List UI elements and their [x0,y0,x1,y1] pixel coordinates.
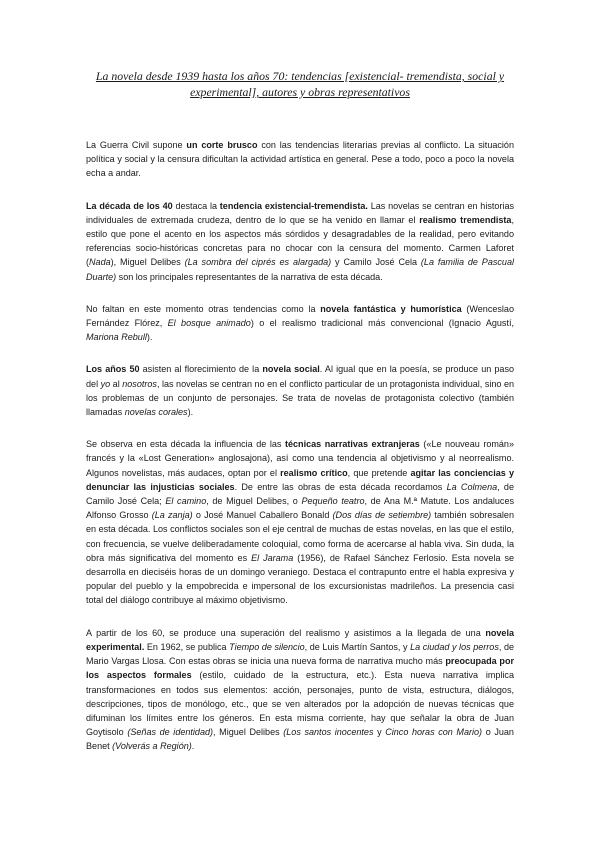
italic-text: (La zanja) [151,510,193,521]
italic-text: Tiempo de silencio [229,641,305,652]
text-run: No faltan en este momento otras tendencias como la [86,303,321,314]
paragraph-decade-60s [86,626,514,754]
text-run: destaca la [172,200,220,211]
text-run: En 1962, se publica [144,641,230,652]
text-run: , de Luis Martín Santos, y [304,641,411,652]
italic-text: La ciudad y los perros [410,641,499,652]
text-run: ). [146,332,153,343]
document-page [86,68,514,772]
text-run: (1956), de Rafael Sánchez Ferlosio. Esta novela se desarrolla en dieciséis horas de un domingo veraniego. Destaca el contrapunto entre el habla expresiva y popular del pueblo y la empobrecida e impersonal de los excursionistas madrileños. La presencia casi total del diálogo contribuye al máximo objetivismo. [86,552,514,606]
text-run: ), Miguel Delibes [110,257,185,268]
text-run: («Le nouveau román» francés y la «Lost Generation» anglosajona), así como una tendencia al objetivismo y al neorrealismo. Algunos novelistas, más audaces, optan por el [86,439,514,478]
bold-text: novela experimental. [86,627,514,652]
text-run: y Camilo José Cela [331,257,421,268]
text-run: y [373,727,386,738]
text-run: asisten al florecimiento de la [139,364,263,375]
text-run: al [110,378,123,389]
text-run: . Al igual que en la poesía, se produce un paso del [86,364,514,389]
bold-text: preocupada por los aspectos formales [86,656,514,681]
italic-text: Mariona Rebull [86,332,147,343]
paragraph-decade-40s [86,199,514,284]
bold-text: La década de los 40 [86,200,173,211]
text-run: , estilo que pone el acento en los aspectos más sórdidos y desagradables de la realidad, pero evitando referencias socio-históricas concretas para no chocar con la censura del momento. Carmen Laforet ( [86,214,514,268]
italic-text: El camino [165,496,207,507]
bold-text: agitar las conciencias y denunciar las injusticias sociales [86,467,514,492]
text-run: . [191,741,195,752]
italic-text: El bosque animado [167,318,251,329]
document-title: La novela desde 1939 hasta los años 70: tendencias [existencial- tremendista, social y experimental], autores y obras representativos [95,69,505,99]
bold-text: realismo crítico [280,467,348,478]
text-run: o José Manuel Caballero Bonald [192,510,333,521]
italic-text: (Señas de identidad) [127,727,214,738]
italic-text: Nada [89,257,111,268]
text-run: Las novelas se centran en historias individuales de extremada crudeza, dentro de lo que se ha venido en llamar el [86,200,514,225]
bold-text: realismo tremendista [419,214,512,225]
italic-text: (La sombra del ciprés es alargada) [184,257,332,268]
paragraph-civil-war [86,138,514,181]
italic-text: La Colmena [446,481,498,492]
bold-text: un corte brusco [186,140,258,150]
text-run: (estilo, cuidado de la estructura, etc.). Esta nueva narrativa implica transformaciones en todos sus elementos: acción, personajes, punto de vista, estructura, diálogos, descripciones, tipos de monólogo, etc., que se ven alterados por la adopción de nuevas técnicas que difuminan los límites entre los géneros. En esta misma corriente, hay que señalar la obra de Juan Goytisolo [86,670,514,738]
text-run: A partir de los 60, se produce una superación del realismo y asistimos a la llegada de una [86,627,486,638]
text-run: , que pretende [347,467,411,478]
paragraph-foreign-techniques [86,437,514,607]
text-run: , de Miguel Delibes, o [206,496,302,507]
italic-text: novelas corales [124,407,188,418]
italic-text: Cinco horas con Mario) [385,727,483,738]
text-run: (Wenceslao Fernández Flórez, [86,303,514,329]
bold-text: Los años 50 [86,364,140,375]
paragraph-other-tendencies [86,302,514,345]
text-run: , de Ana M.ª Matute. Los andaluces Alfonso Grosso [86,496,514,521]
text-run: Se observa en esta década la influencia de las [86,439,285,450]
bold-text: novela social [262,364,320,375]
text-run: con las tendencias literarias previas al conflicto. La situación política y social y la censura dificultan la actividad artística en general. Pese a todo, poco a poco la novela echa a andar. [86,140,514,179]
text-run: ) o el realismo tradicional más convencional (Ignacio Agustí, [250,318,514,329]
italic-text: Pequeño teatro [301,496,365,507]
italic-text: nosotros [122,378,157,389]
text-run: . De entre las obras de esta década recordamos [234,481,447,492]
italic-text: yo [100,378,111,389]
bold-text: técnicas narrativas extranjeras [284,439,420,450]
italic-text: (La familia de Pascual Duarte) [86,257,514,282]
text-run: también sobresalen en esta década. Los conflictos sociales son el eje central de muchas de estas novelas, en las que el estilo, con frecuencia, se vuelve deliberadamente coloquial, como forma de acercarse al habla viva. Sin duda, la obra más significativa del momento es [86,510,514,563]
text-run: o Juan Benet [86,727,514,752]
italic-text: El Jarama [251,552,294,563]
text-run: , Miguel Delibes [213,727,284,738]
text-run: , las novelas se centran no en el conflicto particular de un protagonista individual, sino en los problemas de un conjunto de personajes. Se trata de novelas de protagonista colectivo (también llamadas [86,378,515,418]
text-run: son los principales representantes de la narrativa de esta década. [116,271,383,282]
italic-text: (Volverás a Región) [112,741,192,752]
text-run: ). [187,407,194,418]
text-run: La Guerra Civil supone [86,140,187,150]
italic-text: (Los santos inocentes [283,727,374,738]
italic-text: (Dos días de setiembre) [332,510,432,521]
paragraph-decade-50s [86,362,514,419]
bold-text: tendencia existencial-tremendista. [219,200,368,211]
text-run: , de Camilo José Cela; [86,481,514,507]
bold-text: novela fantástica y humorística [320,303,462,314]
text-run: , de Mario Vargas Llosa. Con estas obras se inicia una nueva forma de narrativa mucho más [86,641,515,667]
